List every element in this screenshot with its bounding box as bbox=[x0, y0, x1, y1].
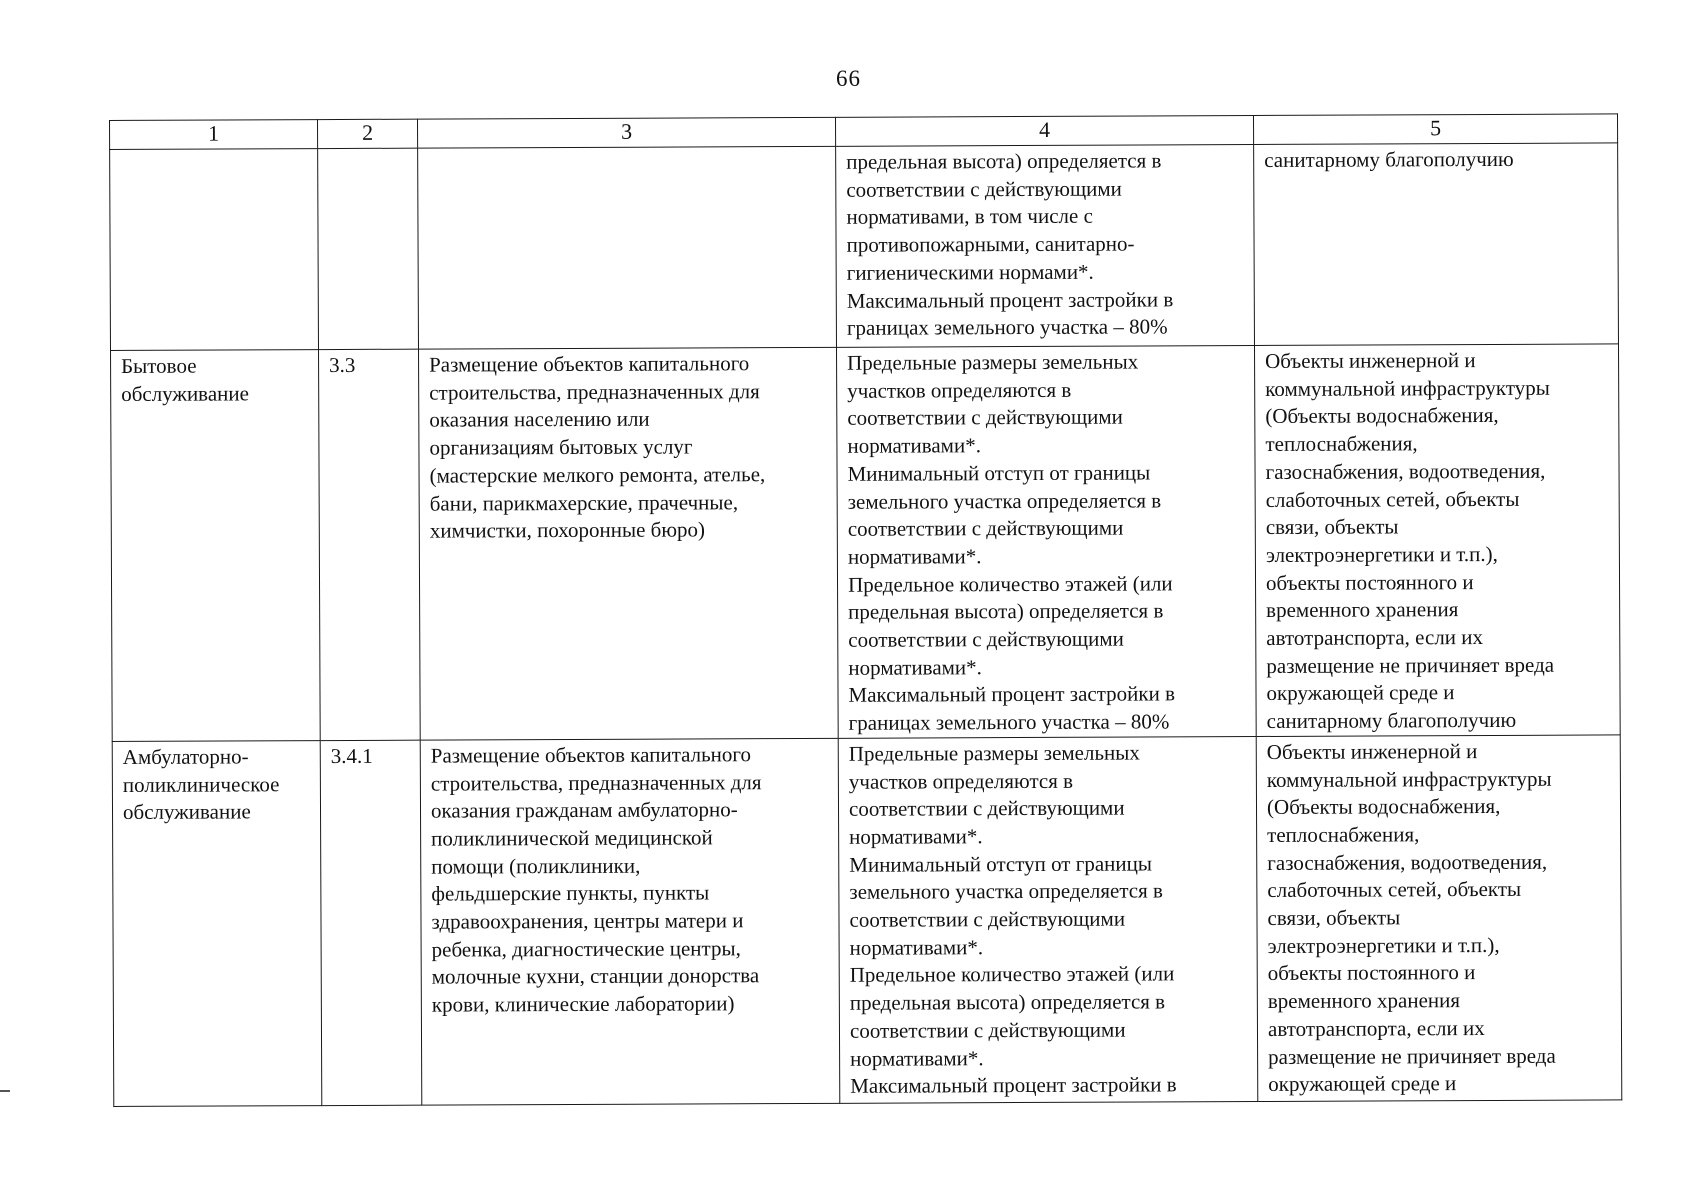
text-line: бани, парикмахерские, прачечные, bbox=[429, 489, 739, 516]
text-line: предельная высота) определяется в bbox=[846, 148, 1162, 174]
text-line: соответствии с действующими bbox=[847, 404, 1123, 431]
text-line: автотранспорта, если их bbox=[1266, 625, 1484, 650]
text-line: нормативами*. bbox=[848, 654, 982, 680]
text-line: Предельное количество этажей (или bbox=[847, 570, 1173, 597]
text-line: электроэнергетики и т.п.), bbox=[1265, 541, 1498, 567]
text-line: нормативами*. bbox=[849, 824, 983, 849]
cell-parameters bbox=[836, 346, 1256, 739]
text-line: земельного участка определяется в bbox=[849, 878, 1163, 905]
text-line: (Объекты водоснабжения, bbox=[1265, 403, 1499, 429]
text-line: Предельное количество этажей (или bbox=[849, 961, 1175, 988]
text-line: химчистки, похоронные бюро) bbox=[429, 517, 706, 543]
text-line: Максимальный процент застройки в bbox=[846, 286, 1174, 313]
text-line: нормативами*. bbox=[847, 544, 982, 569]
text-line: строительства, предназначенных для bbox=[429, 378, 760, 405]
cell-code: 3.4.1 bbox=[320, 740, 422, 1105]
text-line: электроэнергетики и т.п.), bbox=[1267, 932, 1500, 958]
text-line: газоснабжения, водоотведения, bbox=[1265, 458, 1546, 484]
text-line: обслуживание bbox=[121, 381, 249, 406]
text-line: автотранспорта, если их bbox=[1267, 1015, 1485, 1041]
text-line: размещение не причиняет вреда bbox=[1268, 1043, 1556, 1069]
text-line: обслуживание bbox=[122, 799, 251, 825]
text-line: коммунальной инфраструктуры bbox=[1266, 766, 1552, 792]
cell-code: 3.3 bbox=[319, 349, 421, 740]
text-line: коммунальной инфраструктуры bbox=[1265, 375, 1550, 401]
text-line: Максимальный процент застройки в bbox=[848, 681, 1176, 708]
table-row-continuation bbox=[110, 143, 1619, 351]
text-line: газоснабжения, водоотведения, bbox=[1267, 849, 1548, 875]
text-line: крови, клинические лаборатории) bbox=[431, 991, 735, 1017]
text-line: размещение не причиняет вреда bbox=[1266, 652, 1555, 678]
text-line: окружающей среде и bbox=[1266, 680, 1455, 706]
column-number-1: 1 bbox=[110, 120, 318, 150]
text-line: нормативами, в том числе с bbox=[846, 204, 1093, 230]
text-line: гигиеническими нормами*. bbox=[846, 259, 1094, 285]
text-line: Размещение объектов капитального bbox=[429, 351, 750, 377]
cell-use-name bbox=[111, 350, 321, 742]
text-line: организациям бытовых услуг bbox=[429, 434, 693, 460]
text-line: поликлинической медицинской bbox=[431, 825, 713, 851]
text-line: нормативами*. bbox=[849, 934, 984, 960]
text-line: оказания населению или bbox=[429, 407, 650, 433]
scan-margin-mark bbox=[0, 1090, 10, 1092]
text-line: участков определяются в bbox=[848, 768, 1074, 794]
text-line: ребенка, диагностические центры, bbox=[431, 936, 741, 962]
text-line: временного хранения bbox=[1266, 597, 1459, 623]
table-row bbox=[112, 735, 1622, 1107]
cell-empty bbox=[318, 148, 419, 349]
text-line: (Объекты водоснабжения, bbox=[1266, 794, 1501, 820]
text-line: предельная высота) определяется в bbox=[848, 598, 1164, 625]
text-line: окружающей среде и bbox=[1268, 1071, 1457, 1097]
text-line: теплоснабжения, bbox=[1265, 431, 1418, 457]
cell-auxiliary bbox=[1256, 735, 1622, 1102]
text-line: нормативами*. bbox=[847, 433, 981, 458]
text-line: Минимальный отступ от границы bbox=[847, 460, 1151, 486]
text-line: Бытовое bbox=[121, 353, 197, 378]
text-line: оказания гражданам амбулаторно- bbox=[430, 797, 738, 823]
text-line: нормативами*. bbox=[850, 1045, 984, 1071]
cell-empty bbox=[418, 146, 837, 349]
text-line: соответствии с действующими bbox=[846, 176, 1122, 202]
text-line: слаботочных сетей, объекты bbox=[1265, 486, 1520, 512]
cell-auxiliary bbox=[1254, 143, 1619, 346]
cell-use-name bbox=[112, 740, 322, 1106]
text-line: соответствии с действующими bbox=[848, 795, 1125, 822]
text-line: границах земельного участка – 80% bbox=[848, 709, 1170, 735]
text-line: границах земельного участка – 80% bbox=[846, 314, 1168, 341]
text-line: молочные кухни, станции донорства bbox=[431, 963, 760, 990]
text-line: соответствии с действующими bbox=[849, 906, 1126, 932]
text-line: Объекты инженерной и bbox=[1266, 738, 1478, 764]
text-line: теплоснабжения, bbox=[1267, 822, 1420, 847]
text-line: слаботочных сетей, объекты bbox=[1267, 877, 1522, 903]
cell-description bbox=[420, 738, 840, 1105]
page-number: 66 bbox=[836, 66, 861, 91]
text-line: Минимальный отступ от границы bbox=[849, 851, 1153, 877]
cell-parameters bbox=[838, 736, 1258, 1103]
text-line: Размещение объектов капитального bbox=[430, 742, 752, 768]
text-line: земельного участка определяется в bbox=[847, 487, 1162, 514]
text-line: Амбулаторно- bbox=[122, 744, 249, 769]
cell-empty bbox=[110, 149, 319, 351]
cell-description bbox=[419, 347, 839, 740]
text-line: объекты постоянного и bbox=[1267, 960, 1476, 986]
column-number-2: 2 bbox=[318, 119, 418, 148]
text-line: противопожарными, санитарно- bbox=[846, 231, 1135, 257]
text-line: санитарному благополучию bbox=[1264, 146, 1514, 172]
cell-parameters bbox=[836, 145, 1255, 348]
text-line: объекты постоянного и bbox=[1265, 569, 1474, 595]
cell-auxiliary bbox=[1254, 344, 1620, 736]
text-line: предельная высота) определяется в bbox=[849, 989, 1166, 1015]
text-line: фельдшерские пункты, пункты bbox=[431, 880, 710, 906]
text-line: Объекты инженерной и bbox=[1265, 348, 1476, 373]
text-line: Предельные размеры земельных bbox=[848, 740, 1140, 766]
text-line: участков определяются в bbox=[847, 377, 1072, 403]
text-line: (мастерские мелкого ремонта, ателье, bbox=[429, 461, 766, 488]
column-number-3: 3 bbox=[417, 117, 835, 148]
text-line: временного хранения bbox=[1267, 988, 1461, 1014]
text-line: строительства, предназначенных для bbox=[430, 769, 762, 796]
table-row bbox=[111, 344, 1621, 741]
text-line: Максимальный процент застройки в bbox=[850, 1072, 1177, 1099]
text-line: связи, объекты bbox=[1267, 905, 1401, 931]
text-line: здравоохранения, центры матери и bbox=[431, 908, 744, 934]
text-line: Предельные размеры земельных bbox=[847, 349, 1139, 375]
text-line: связи, объекты bbox=[1265, 514, 1399, 540]
text-line: санитарному благополучию bbox=[1266, 708, 1517, 734]
column-number-5: 5 bbox=[1253, 114, 1617, 145]
text-line: соответствии с действующими bbox=[848, 626, 1124, 652]
land-use-table bbox=[109, 113, 1622, 1106]
text-line: поликлиническое bbox=[122, 771, 280, 797]
text-line: соответствии с действующими bbox=[847, 515, 1124, 541]
column-number-4: 4 bbox=[835, 116, 1253, 147]
text-line: помощи (поликлиники, bbox=[431, 853, 641, 879]
text-line: соответствии с действующими bbox=[849, 1017, 1126, 1043]
